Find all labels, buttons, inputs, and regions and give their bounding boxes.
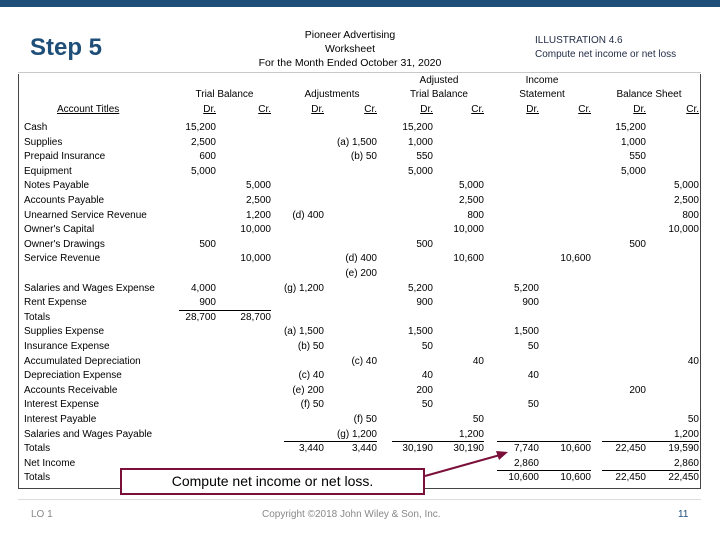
row-5-account-title: Accounts Payable: [24, 195, 105, 206]
row-22-atb-dr: 30,190: [402, 443, 433, 455]
row-23-is-dr: 2,860: [513, 457, 539, 469]
row-1-adj-cr: (a) 1,500: [336, 136, 377, 148]
row-19-account-title: Interest Expense: [24, 399, 100, 411]
row-4-atb-cr: 5,000: [458, 180, 484, 192]
illustration-description: Compute net income or net loss: [535, 49, 677, 60]
row-6-adj-dr: (d) 400: [292, 209, 324, 221]
row-17-account-title: Depreciation Expense: [24, 370, 122, 382]
row-13-account-title: Totals: [24, 311, 51, 323]
step-title: Step 5: [30, 34, 103, 61]
row-3-atb-dr: 5,000: [407, 165, 433, 177]
row-22-bs-cr: 19,590: [668, 443, 699, 455]
row-11-is-dr: 5,200: [513, 282, 539, 294]
row-8-tb-dr: 500: [199, 238, 216, 250]
row-1-tb-dr: 2,500: [190, 136, 216, 148]
row-21-adj-cr: (g) 1,200: [336, 428, 377, 440]
column-header-atb-dr: Dr.: [420, 104, 433, 115]
row-1-bs-dr: 1,000: [620, 136, 646, 148]
row-24-account-title: Totals: [24, 472, 51, 484]
row-9-atb-cr: 10,600: [453, 253, 484, 265]
row-8-account-title: Owner's Drawings: [24, 238, 105, 250]
row-24-bs-cr: 22,450: [668, 472, 699, 484]
row-5-tb-cr: 2,500: [245, 195, 271, 206]
account-titles-header: Account Titles: [57, 104, 120, 115]
row-5-atb-cr: 2,500: [458, 195, 484, 206]
row-14-adj-dr: (a) 1,500: [283, 326, 324, 338]
row-22-adj-dr: 3,440: [298, 443, 324, 455]
row-22-is-dr: 7,740: [513, 443, 539, 455]
row-12-atb-dr: 900: [416, 297, 433, 309]
row-12-account-title: Rent Expense: [24, 297, 87, 309]
row-3-account-title: Equipment: [24, 165, 72, 177]
row-18-atb-dr: 200: [416, 384, 433, 396]
row-17-is-dr: 40: [527, 370, 539, 382]
row-4-bs-cr: 5,000: [673, 180, 699, 192]
row-14-account-title: Supplies Expense: [24, 326, 105, 338]
row-2-tb-dr: 600: [199, 151, 216, 163]
row-5-bs-cr: 2,500: [673, 195, 699, 206]
row-3-tb-dr: 5,000: [190, 165, 216, 177]
row-6-account-title: Unearned Service Revenue: [24, 209, 147, 221]
row-1-atb-dr: 1,000: [407, 136, 433, 148]
row-20-adj-cr: (f) 50: [353, 414, 377, 425]
page-number: 11: [678, 509, 689, 520]
column-header-atb-cr: Cr.: [471, 104, 484, 115]
period-line: For the Month Ended October 31, 2020: [258, 57, 442, 69]
callout-box: Compute net income or net loss.: [120, 468, 425, 495]
row-19-is-dr: 50: [527, 399, 539, 411]
row-3-bs-dr: 5,000: [620, 165, 646, 177]
group-header-atb-line2: Trial Balance: [410, 89, 468, 100]
row-7-atb-cr: 10,000: [453, 224, 484, 236]
row-14-is-dr: 1,500: [513, 326, 539, 338]
document-name: Worksheet: [325, 43, 375, 55]
row-2-account-title: Prepaid Insurance: [24, 151, 106, 163]
row-24-is-dr: 10,600: [508, 472, 539, 484]
row-21-atb-cr: 1,200: [458, 428, 484, 440]
row-9-is-cr: 10,600: [560, 253, 591, 265]
row-0-bs-dr: 15,200: [615, 122, 646, 133]
row-20-atb-cr: 50: [472, 414, 484, 425]
row-10-adj-cr: (e) 200: [345, 268, 377, 279]
row-6-tb-cr: 1,200: [245, 209, 271, 221]
group-header-is-line2: Statement: [519, 89, 565, 100]
row-20-bs-cr: 50: [687, 414, 699, 425]
row-22-adj-cr: 3,440: [351, 443, 377, 455]
row-6-bs-cr: 800: [682, 209, 699, 221]
column-header-bs-cr: Cr.: [686, 104, 699, 115]
row-11-atb-dr: 5,200: [407, 282, 433, 294]
row-8-bs-dr: 500: [629, 238, 646, 250]
row-16-account-title: Accumulated Depreciation: [24, 355, 141, 367]
column-header-bs-dr: Dr.: [633, 104, 646, 115]
row-22-is-cr: 10,600: [560, 443, 591, 455]
row-17-atb-dr: 40: [421, 370, 433, 382]
row-0-atb-dr: 15,200: [402, 122, 433, 133]
row-17-adj-dr: (c) 40: [298, 370, 324, 382]
row-14-atb-dr: 1,500: [407, 326, 433, 338]
learning-objective-label: LO 1: [31, 509, 53, 520]
row-2-bs-dr: 550: [629, 151, 646, 163]
row-22-atb-cr: 30,190: [453, 443, 484, 455]
row-15-adj-dr: (b) 50: [297, 341, 324, 352]
group-header-is-line1: Income: [525, 75, 559, 86]
row-8-atb-dr: 500: [416, 238, 433, 250]
column-header-trial-dr: Dr.: [203, 104, 216, 115]
row-15-account-title: Insurance Expense: [24, 341, 110, 352]
copyright-notice: Copyright ©2018 John Wiley & Son, Inc.: [262, 509, 441, 520]
row-15-atb-dr: 50: [421, 341, 433, 352]
column-header-is-dr: Dr.: [526, 104, 539, 115]
group-header-atb-line1: Adjusted: [419, 75, 459, 86]
row-9-adj-cr: (d) 400: [345, 253, 377, 265]
column-header-trial-cr: Cr.: [258, 104, 271, 115]
row-13-tb-cr: 28,700: [240, 311, 271, 323]
company-name: Pioneer Advertising: [304, 29, 396, 41]
row-7-account-title: Owner's Capital: [24, 224, 95, 236]
row-11-adj-dr: (g) 1,200: [283, 282, 324, 294]
row-21-bs-cr: 1,200: [673, 428, 699, 440]
row-23-account-title: Net Income: [24, 457, 76, 469]
row-4-tb-cr: 5,000: [245, 180, 271, 192]
row-16-bs-cr: 40: [687, 355, 699, 367]
footer-divider: [18, 499, 701, 500]
row-11-tb-dr: 4,000: [190, 282, 216, 294]
row-22-bs-dr: 22,450: [615, 443, 646, 455]
row-0-tb-dr: 15,200: [185, 122, 216, 133]
column-header-adj-cr: Cr.: [364, 104, 377, 115]
illustration-number: ILLUSTRATION 4.6: [535, 35, 623, 46]
row-9-account-title: Service Revenue: [24, 253, 101, 265]
row-19-atb-dr: 50: [421, 399, 433, 411]
row-24-is-cr: 10,600: [560, 472, 591, 484]
row-15-is-dr: 50: [527, 341, 539, 352]
row-7-tb-cr: 10,000: [240, 224, 271, 236]
row-18-account-title: Accounts Receivable: [24, 384, 118, 396]
row-16-adj-cr: (c) 40: [351, 355, 377, 367]
row-7-bs-cr: 10,000: [668, 224, 699, 236]
column-header-adj-dr: Dr.: [311, 104, 324, 115]
row-13-tb-dr: 28,700: [185, 311, 216, 323]
group-header-bs: Balance Sheet: [616, 89, 682, 100]
column-header-is-cr: Cr.: [578, 104, 591, 115]
row-12-tb-dr: 900: [199, 297, 216, 309]
row-0-account-title: Cash: [24, 122, 48, 133]
row-2-adj-cr: (b) 50: [350, 151, 377, 163]
group-header-adj: Adjustments: [304, 89, 360, 100]
row-11-account-title: Salaries and Wages Expense: [24, 282, 155, 294]
row-18-adj-dr: (e) 200: [292, 384, 324, 396]
row-18-bs-dr: 200: [629, 384, 646, 396]
row-23-bs-cr: 2,860: [673, 457, 699, 469]
row-16-atb-cr: 40: [472, 355, 484, 367]
row-19-adj-dr: (f) 50: [300, 399, 324, 411]
group-header-trial: Trial Balance: [195, 89, 254, 100]
row-22-account-title: Totals: [24, 443, 51, 455]
row-20-account-title: Interest Payable: [24, 414, 97, 425]
row-24-bs-dr: 22,450: [615, 472, 646, 484]
row-1-account-title: Supplies: [24, 136, 63, 148]
row-6-atb-cr: 800: [467, 209, 484, 221]
row-21-account-title: Salaries and Wages Payable: [24, 428, 153, 440]
row-4-account-title: Notes Payable: [24, 180, 90, 192]
row-9-tb-cr: 10,000: [240, 253, 271, 265]
row-2-atb-dr: 550: [416, 151, 433, 163]
row-12-is-dr: 900: [522, 297, 539, 309]
